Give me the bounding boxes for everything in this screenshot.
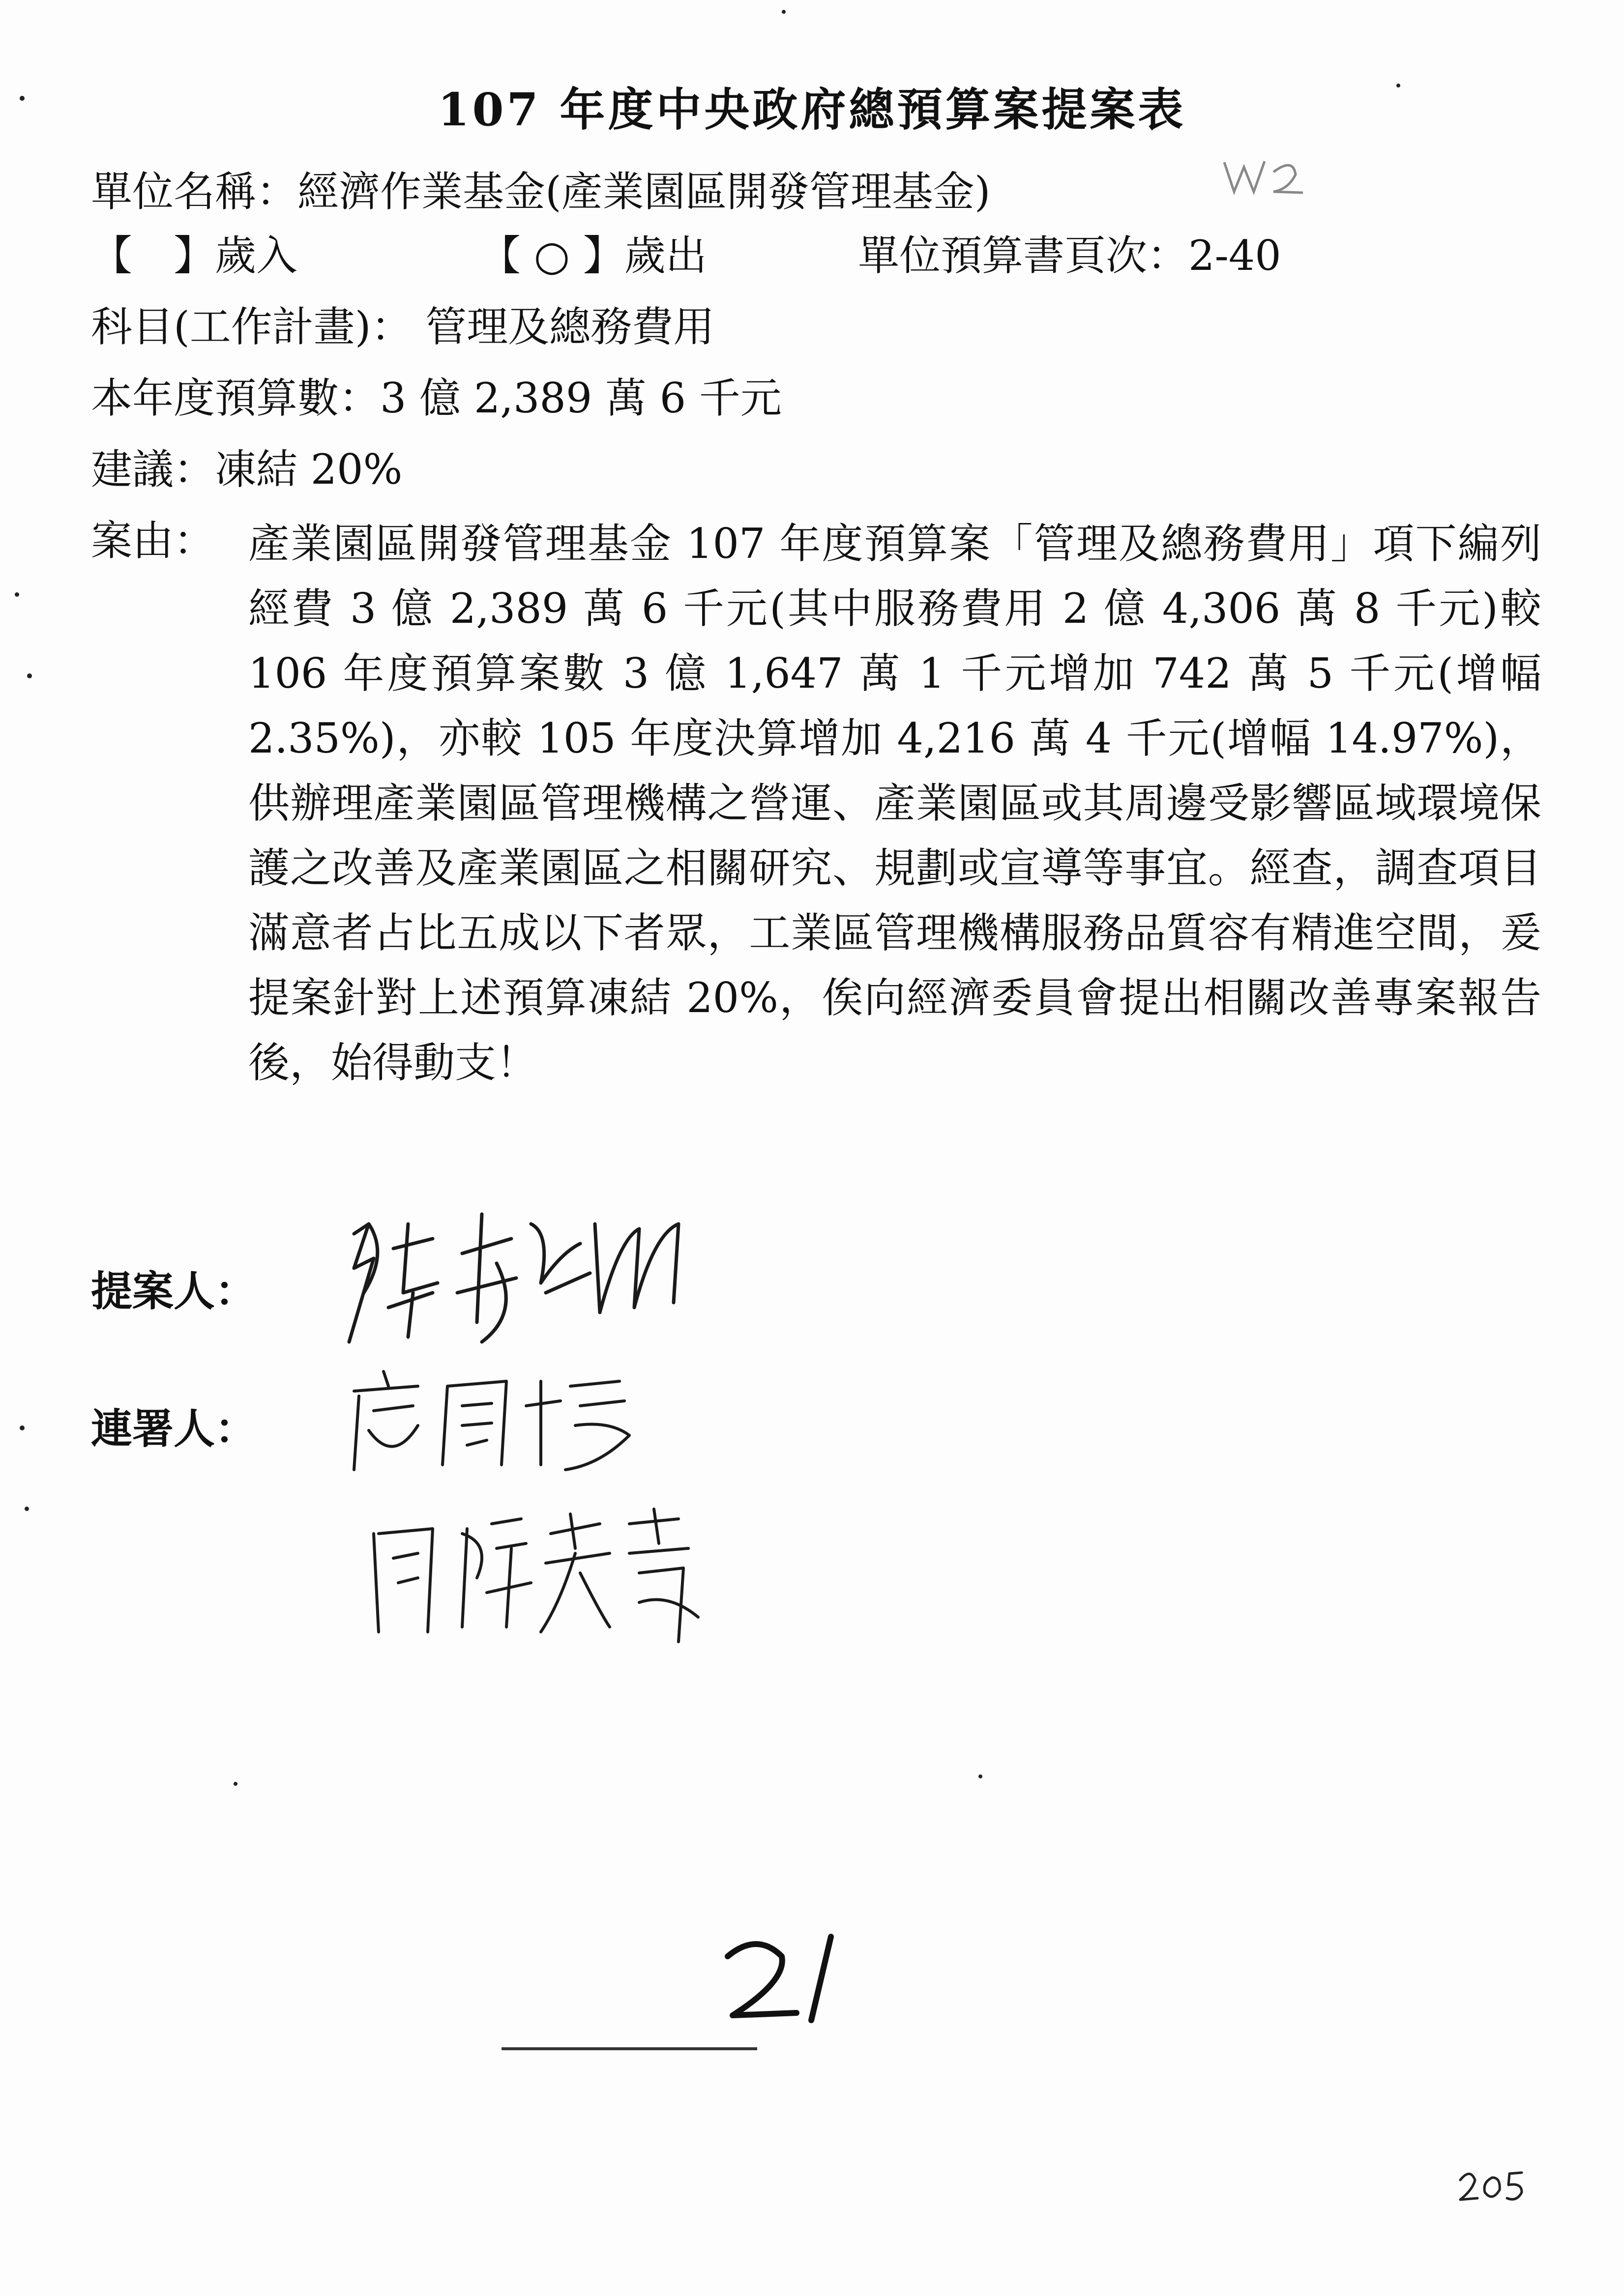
- handwritten-corner-number: [1455, 2163, 1529, 2209]
- scan-speck: [27, 673, 32, 678]
- cosigner-label: 連署人：: [91, 1405, 257, 1453]
- proposer-label: 提案人：: [91, 1267, 257, 1315]
- budget-page-field: 單位預算書頁次：2-40: [858, 232, 1281, 280]
- proposer-signature: [334, 1194, 688, 1357]
- scan-speck: [20, 1425, 25, 1430]
- document-title: 107 年度中央政府總預算案提案表: [438, 83, 1186, 136]
- scan-speck: [234, 1782, 237, 1786]
- scan-speck: [25, 1507, 29, 1511]
- expense-checkbox-label: 【 ○ 】歲出: [479, 232, 707, 280]
- scan-speck: [15, 592, 19, 597]
- proposal-field: 建議：凍結 20%: [91, 445, 403, 494]
- revenue-checkbox-label: 【 】歲入: [91, 232, 298, 280]
- scan-speck: [20, 96, 25, 101]
- margin-handwritten-mark: [1219, 147, 1318, 203]
- scan-speck: [978, 1774, 982, 1778]
- subject-field: 科目(工作計畫)： 管理及總務費用: [91, 303, 715, 351]
- current-budget-field: 本年度預算數：3 億 2,389 萬 6 千元: [91, 374, 782, 422]
- page-number-underline: [502, 2047, 757, 2050]
- scan-speck: [1396, 84, 1400, 87]
- reason-text: 產業園區開發管理基金 107 年度預算案「管理及總務費用」項下編列經費 3 億 2,389 萬 6 千元(其中服務費用 2 億 4,306 萬 8 千元)較 106 年度預算案數 3 億 1,647 萬 1 千元增加 742 萬 5 千元(增幅 2.35%)，亦較 105 年度決算增加 4,216 萬 4 千元(增幅 14.97%)，供辦理產業園區管理機構之營運、產業園區或其周邊受影響區域環境保護之改善及產業園區之相關研究、規劃或宣導等事宜。經查，調查項目滿意者占比五成以下者眾，工業區管理機構服務品質容有精進空間，爰提案針對上述預算凍結 20%，俟向經濟委員會提出相關改善專案報告後，始得動支！: [248, 520, 1541, 1087]
- handwritten-page-number: [713, 1927, 851, 2032]
- cosigner-2-signature: [364, 1504, 718, 1652]
- cosigner-1-signature: [344, 1366, 649, 1480]
- unit-name-field: 單位名稱：經濟作業基金(產業園區開發管理基金): [91, 168, 991, 216]
- scan-speck: [782, 10, 786, 14]
- reason-label: 案由：: [91, 517, 215, 565]
